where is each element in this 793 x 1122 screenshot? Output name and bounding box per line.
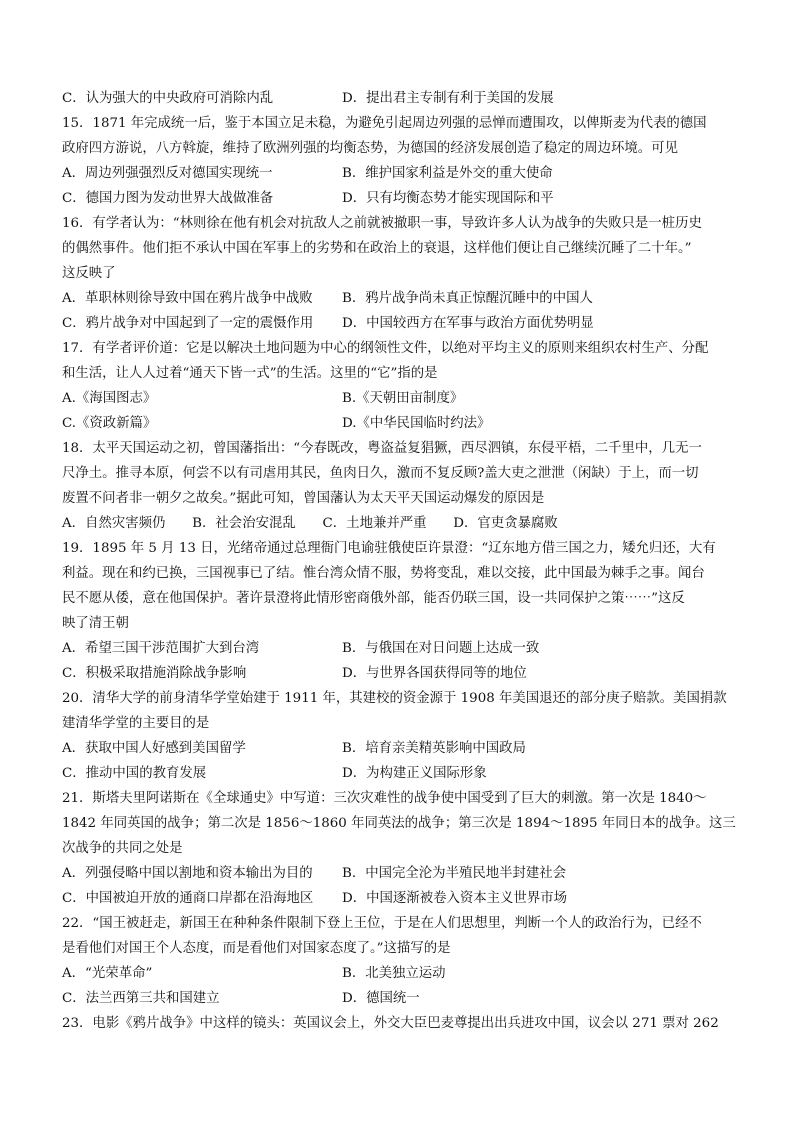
line-text: 映了清王朝: [62, 616, 129, 631]
line-text: C．积极采取措施消除战争影响: [62, 666, 247, 681]
text-line: [62, 761, 487, 786]
text-line: [62, 686, 727, 711]
line-text: 次战争的共同之处是: [62, 841, 183, 856]
line-text: 尺净土。推寻本原，何尝不以有司虐用其民，鱼肉日久，激而不复反顾?盖大吏之泄泄（闲缺）于上，而一切: [62, 466, 699, 481]
text-line: [62, 461, 699, 486]
text-line: [62, 811, 736, 836]
text-line: [62, 711, 209, 736]
option-text: B．维护国家利益是外交的重大使命: [342, 166, 553, 181]
line-text: A．自然灾害频仍 B．社会治安混乱 C．土地兼并严重 D．官吏贪暴腐败: [62, 516, 558, 531]
text-line: [62, 161, 553, 186]
line-text: 的偶然事件。他们拒不承认中国在军事上的劣势和在政治上的衰退，这样他们便让自己继续沉睡了二十年。”: [62, 241, 692, 256]
line-text: C．德国力图为发动世界大战做准备: [62, 191, 274, 206]
line-text: A.《海国图志》: [62, 391, 157, 406]
text-line: [62, 1011, 719, 1036]
line-text: A．获取中国人好感到美国留学: [62, 741, 246, 756]
line-text: A．革职林则徐导致中国在鸦片战争中战败: [62, 291, 313, 306]
text-line: [62, 511, 558, 536]
line-text: 利益。现在和约已换，三国视事已了结。惟台湾众情不服，势将变乱，难以交接，此中国最为棘手之事。闻台: [62, 566, 705, 581]
option-text: D．中国较西方在军事与政治方面优势明显: [342, 316, 594, 331]
text-line: [62, 561, 705, 586]
line-text: 是看他们对国王个人态度，而是看他们对国家态度了。”这描写的是: [62, 941, 451, 956]
line-text: 1842 年同英国的战争；第二次是 1856～1860 年同英法的战争；第三次是 1894～1895 年同日本的战争。这三: [62, 816, 736, 831]
line-text: 21．斯塔夫里阿诺斯在《全球通史》中写道：三次灾难性的战争使中国受到了巨大的刺激。第一次是 1840～: [62, 791, 707, 806]
text-line: [62, 336, 708, 361]
line-text: 16．有学者认为：“林则徐在他有机会对抗敌人之前就被撤职一事，导致许多人认为战争的失败只是一桩历史: [62, 216, 702, 231]
text-line: [62, 211, 702, 236]
text-line: [62, 111, 707, 136]
line-text: 17．有学者评价道：它是以解决土地问题为中心的纲领性文件，以绝对平均主义的原则来组织农村生产、分配: [62, 341, 709, 356]
line-text: A．“光荣革命”: [62, 966, 153, 981]
line-text: 废置不问者非一朝夕之故矣。”据此可知，曾国藩认为太天平天国运动爆发的原因是: [62, 491, 545, 506]
text-line: [62, 361, 438, 386]
line-text: A．列强侵略中国以割地和资本输出为目的: [62, 866, 313, 881]
line-text: 15．1871 年完成统一后，鉴于本国立足未稳，为避免引起周边列强的忌惮而遭围攻，以俾斯麦为代表的德国: [62, 116, 707, 131]
text-line: [62, 436, 702, 461]
option-text: B．培育亲美精英影响中国政局: [342, 741, 526, 756]
text-line: [62, 586, 685, 611]
option-text: B.《天朝田亩制度》: [342, 391, 464, 406]
text-line: [62, 911, 702, 936]
line-text: 建清华学堂的主要目的是: [62, 716, 210, 731]
line-text: C．中国被迫开放的通商口岸都在沿海地区: [62, 891, 314, 906]
text-line: [62, 186, 554, 211]
text-line: [62, 736, 526, 761]
text-line: [62, 986, 420, 1011]
text-line: [62, 636, 540, 661]
option-text: D．与世界各国获得同等的地位: [342, 666, 527, 681]
option-text: D．提出君主专制有利于美国的发展: [342, 91, 554, 106]
line-text: C．认为强大的中央政府可消除内乱: [62, 91, 274, 106]
line-text: C．法兰西第三共和国建立: [62, 991, 220, 1006]
line-text: A．周边列强强烈反对德国实现统一: [62, 166, 273, 181]
text-line: [62, 536, 716, 561]
text-line: [62, 411, 491, 436]
text-line: [62, 661, 527, 686]
line-text: 和生活，让人人过着“通天下皆一式”的生活。这里的“它”指的是: [62, 366, 438, 381]
option-text: D．只有均衡态势才能实现国际和平: [342, 191, 554, 206]
line-text: 20．清华大学的前身清华学堂始建于 1911 年，其建校的资金源于 1908 年美国退还的部分庚子赔款。美国捐款: [62, 691, 727, 706]
text-line: [62, 611, 129, 636]
line-text: 这反映了: [62, 266, 116, 281]
line-text: 22．“国王被赶走，新国王在种种条件限制下登上王位，于是在人们思想里，判断一个人的政治行为，已经不: [62, 916, 702, 931]
line-text: 政府四方游说，八方斡旋，维持了欧洲列强的均衡态势，为德国的经济发展创造了稳定的周边环境。可见: [62, 141, 678, 156]
text-line: [62, 886, 567, 911]
line-text: C．鸦片战争对中国起到了一定的震慑作用: [62, 316, 314, 331]
option-text: B．鸦片战争尚未真正惊醒沉睡中的中国人: [342, 291, 593, 306]
text-line: [62, 236, 692, 261]
text-line: [62, 836, 183, 861]
line-text: 19．1895 年 5 月 13 日，光绪帝通过总理衙门电谕驻俄使臣许景澄：“辽东地方借三国之力，矮允归还，大有: [62, 541, 716, 556]
text-line: [62, 261, 116, 286]
text-line: [62, 486, 544, 511]
text-line: [62, 86, 554, 111]
text-line: [62, 786, 707, 811]
line-text: C.《资政新篇》: [62, 416, 157, 431]
line-text: 23．电影《鸦片战争》中这样的镜头：英国议会上，外交大臣巴麦尊提出出兵进攻中国，议会以 271 票对 262: [62, 1016, 719, 1031]
text-line: [62, 961, 446, 986]
option-text: D．中国逐渐被卷入资本主义世界市场: [342, 891, 567, 906]
option-text: B．中国完全沦为半殖民地半封建社会: [342, 866, 567, 881]
option-text: D．德国统一: [342, 991, 420, 1006]
option-text: B．北美独立运动: [342, 966, 446, 981]
line-text: 民不愿从倭，意在他国保护。著许景澄将此情形密商俄外部，能否仍联三国，设一共同保护之策⋯⋯”这反: [62, 591, 685, 606]
text-line: [62, 936, 450, 961]
line-text: A．希望三国干涉范围扩大到台湾: [62, 641, 260, 656]
text-line: [62, 286, 593, 311]
text-line: [62, 861, 567, 886]
text-line: [62, 386, 464, 411]
text-line: [62, 311, 594, 336]
text-line: [62, 136, 678, 161]
option-text: D．为构建正义国际形象: [342, 766, 487, 781]
line-text: C．推动中国的教育发展: [62, 766, 207, 781]
line-text: 18．太平天国运动之初，曾国藩指出：“今春既改，粤盗益复猖獗，西尽泗镇，东侵平梧，二千里中，几无一: [62, 441, 702, 456]
option-text: D.《中华民国临时约法》: [342, 416, 491, 431]
option-text: B．与俄国在对日问题上达成一致: [342, 641, 540, 656]
